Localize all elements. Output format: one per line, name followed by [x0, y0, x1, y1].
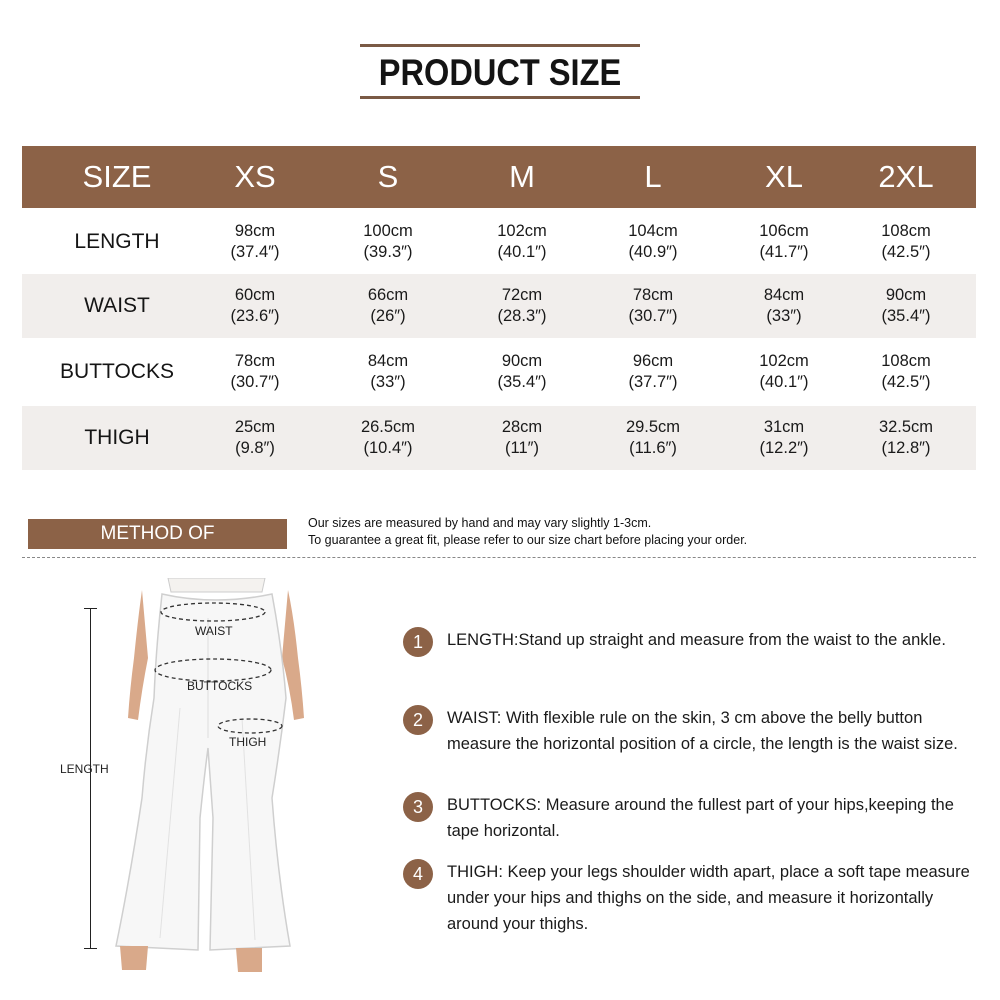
row-label: WAIST [84, 294, 150, 317]
row-label: THIGH [84, 426, 150, 449]
table-cell [841, 210, 971, 274]
step-number-badge: 2 [403, 705, 433, 735]
cell-in: (12.8″) [881, 439, 931, 457]
cell-in: (11.6″) [629, 439, 677, 457]
table-cell [719, 406, 849, 470]
table-header-row [22, 146, 976, 208]
cell-in: (11″) [505, 439, 539, 457]
cell-in: (26″) [370, 307, 406, 325]
table-cell [841, 274, 971, 338]
cell-in: (30.7″) [628, 307, 678, 325]
cell-cm: 98cm [234, 222, 276, 240]
table-cell [190, 406, 320, 470]
cell-in: (40.9″) [628, 243, 678, 261]
title-rule-top [360, 44, 640, 47]
cell-cm: 28cm [501, 418, 543, 436]
cell-cm: 29.5cm [625, 418, 681, 436]
cell-in: (42.5″) [881, 373, 931, 391]
cell-cm: 78cm [234, 352, 276, 370]
cell-in: (37.7″) [628, 373, 678, 391]
cell-in: (28.3″) [497, 307, 547, 325]
table-cell [323, 210, 453, 274]
cell-in: (12.2″) [759, 439, 809, 457]
step-text: WAIST: With flexible rule on the skin, 3 cm above the belly button measure the horizontal position of a circle, the length is the waist size. [447, 709, 958, 753]
cell-cm: 25cm [234, 418, 276, 436]
table-row-waist [22, 274, 976, 338]
page-title: PRODUCT SIZE [378, 52, 622, 93]
cell-cm: 96cm [632, 352, 674, 370]
header-size-xs: XS [234, 159, 276, 194]
cell-in: (39.3″) [363, 243, 413, 261]
table-row-thigh [22, 406, 976, 470]
table-cell [841, 340, 971, 404]
cell-cm: 106cm [759, 222, 809, 240]
method-heading: METHOD OF MEASUREMENT [28, 519, 287, 549]
pants-illustration [50, 578, 370, 978]
cell-cm: 108cm [881, 352, 931, 370]
table-cell [588, 274, 718, 338]
cell-cm: 108cm [881, 222, 931, 240]
cell-in: (40.1″) [497, 243, 547, 261]
table-cell [190, 274, 320, 338]
header-size-2xl: 2XL [878, 159, 934, 194]
cell-cm: 84cm [367, 352, 409, 370]
header-size-xl: XL [765, 159, 803, 194]
cell-cm: 60cm [234, 286, 276, 304]
step-number-badge: 3 [403, 792, 433, 822]
cell-in: (33″) [370, 373, 406, 391]
cell-in: (40.1″) [759, 373, 809, 391]
step-text: LENGTH:Stand up straight and measure from the waist to the ankle. [447, 631, 946, 649]
length-line [90, 608, 91, 948]
table-cell [190, 340, 320, 404]
cell-cm: 31cm [763, 418, 805, 436]
table-cell [588, 210, 718, 274]
row-label: BUTTOCKS [60, 360, 174, 383]
table-cell [719, 340, 849, 404]
page-title-block [360, 44, 640, 100]
step-number-badge: 4 [403, 859, 433, 889]
header-size-label: SIZE [82, 159, 152, 194]
table-row-buttocks [22, 340, 976, 404]
cell-cm: 100cm [363, 222, 413, 240]
table-cell [588, 340, 718, 404]
cell-in: (30.7″) [230, 373, 280, 391]
header-size-m: M [509, 159, 535, 194]
cell-cm: 32.5cm [878, 418, 934, 436]
table-cell [719, 274, 849, 338]
pants-figure [50, 578, 370, 978]
cell-cm: 90cm [501, 352, 543, 370]
table-cell [190, 210, 320, 274]
row-label: LENGTH [74, 230, 160, 253]
table-cell [323, 340, 453, 404]
cell-cm: 72cm [501, 286, 543, 304]
header-size-s: S [377, 159, 399, 194]
table-cell [719, 210, 849, 274]
table-cell [457, 340, 587, 404]
figure-waist-label: WAIST [195, 624, 233, 638]
cell-in: (41.7″) [759, 243, 809, 261]
table-cell [457, 274, 587, 338]
cell-in: (37.4″) [230, 243, 280, 261]
cell-cm: 104cm [628, 222, 678, 240]
cell-in: (35.4″) [881, 307, 931, 325]
cell-cm: 90cm [885, 286, 927, 304]
step-number-badge: 1 [403, 627, 433, 657]
cell-cm: 102cm [497, 222, 547, 240]
cell-cm: 102cm [759, 352, 809, 370]
method-note-1: Our sizes are measured by hand and may vary slightly 1-3cm. [308, 516, 652, 530]
cell-in: (9.8″) [235, 439, 275, 457]
length-cap-bottom [84, 948, 97, 949]
cell-cm: 84cm [763, 286, 805, 304]
table-cell [323, 406, 453, 470]
figure-length-label: LENGTH [60, 762, 109, 776]
title-rule-bottom [360, 96, 640, 99]
cell-in: (42.5″) [881, 243, 931, 261]
cell-in: (33″) [766, 307, 802, 325]
table-cell [457, 406, 587, 470]
cell-cm: 26.5cm [360, 418, 416, 436]
figure-buttocks-label: BUTTOCKS [187, 679, 253, 693]
step-text: BUTTOCKS: Measure around the fullest part of your hips,keeping the tape horizontal. [447, 796, 954, 840]
step-text: THIGH: Keep your legs shoulder width apart, place a soft tape measure under your hips and thighs on the side, and measure it horizontally around your thighs. [447, 863, 970, 933]
section-divider [22, 557, 976, 558]
table-cell [323, 274, 453, 338]
table-cell [841, 406, 971, 470]
header-size-l: L [644, 159, 662, 194]
figure-thigh-label: THIGH [229, 735, 267, 749]
length-cap-top [84, 608, 97, 609]
table-cell [457, 210, 587, 274]
cell-cm: 66cm [367, 286, 409, 304]
cell-in: (35.4″) [497, 373, 547, 391]
method-note-2: To guarantee a great fit, please refer to our size chart before placing your order. [308, 533, 748, 547]
cell-in: (23.6″) [230, 307, 280, 325]
cell-in: (10.4″) [363, 439, 413, 457]
table-row-length [22, 210, 976, 274]
table-cell [588, 406, 718, 470]
cell-cm: 78cm [632, 286, 674, 304]
method-notes [308, 515, 747, 549]
